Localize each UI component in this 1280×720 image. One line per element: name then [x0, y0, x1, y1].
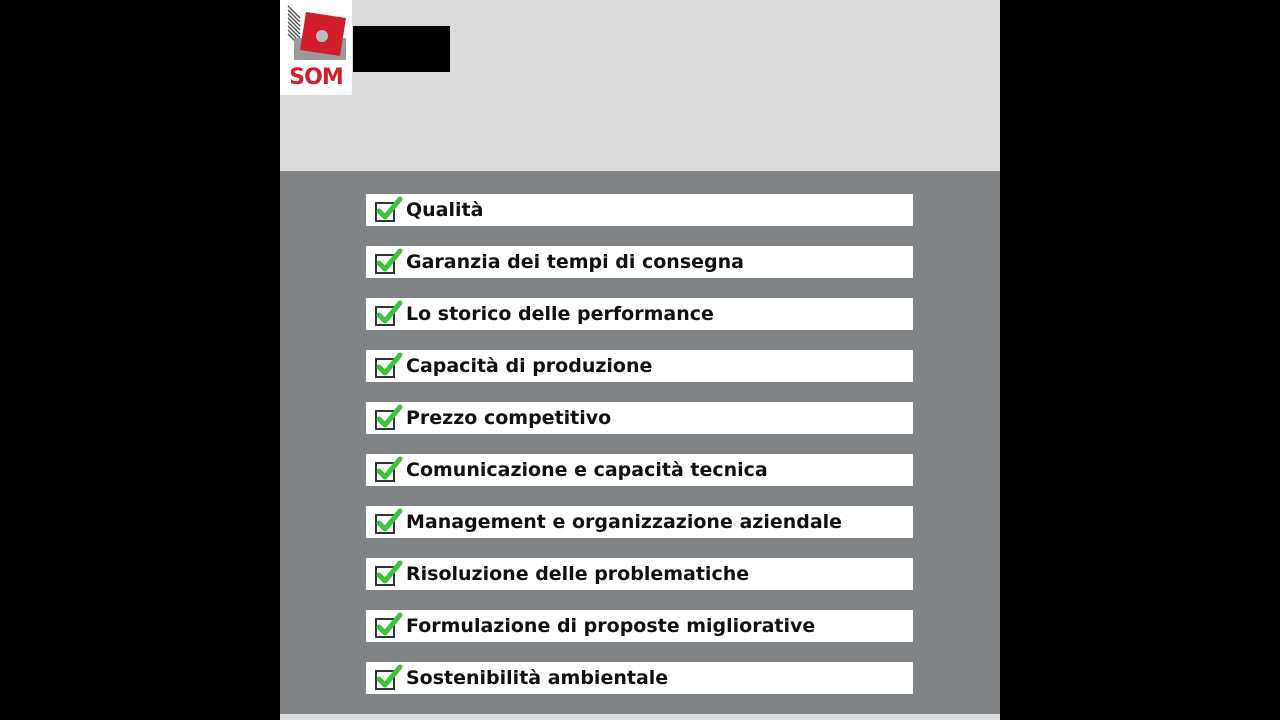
checklist — [366, 194, 913, 714]
list-item-label: Qualità — [406, 199, 484, 221]
list-item-label: Management e organizzazione aziendale — [406, 511, 843, 533]
checkbox-checked-icon — [374, 248, 404, 276]
checkbox-checked-icon — [374, 508, 404, 536]
list-item — [366, 246, 913, 278]
list-item — [366, 454, 913, 486]
logo-text: SOM — [289, 65, 343, 90]
list-item-label: Garanzia dei tempi di consegna — [406, 251, 744, 273]
list-item-label: Sostenibilità ambientale — [406, 667, 669, 689]
bottom-strip — [280, 714, 1000, 720]
list-item-label: Formulazione di proposte migliorative — [406, 615, 816, 637]
list-item-label: Lo storico delle performance — [406, 303, 714, 325]
list-item — [366, 558, 913, 590]
list-item — [366, 402, 913, 434]
list-item-label: Capacità di produzione — [406, 355, 653, 377]
list-item-label: Risoluzione delle problematiche — [406, 563, 750, 585]
list-item-label: Prezzo competitivo — [406, 407, 612, 429]
list-item — [366, 350, 913, 382]
checkbox-checked-icon — [374, 300, 404, 328]
header-area — [280, 0, 1000, 171]
redacted-bar — [353, 26, 450, 72]
checkbox-checked-icon — [374, 560, 404, 588]
video-frame — [280, 0, 1000, 720]
checkbox-checked-icon — [374, 664, 404, 692]
checkbox-checked-icon — [374, 404, 404, 432]
som-logo-mark-icon — [280, 0, 352, 64]
list-item — [366, 506, 913, 538]
checkbox-checked-icon — [374, 352, 404, 380]
checkbox-checked-icon — [374, 612, 404, 640]
list-item — [366, 662, 913, 694]
list-item — [366, 610, 913, 642]
checkbox-checked-icon — [374, 456, 404, 484]
list-item — [366, 194, 913, 226]
list-item — [366, 298, 913, 330]
checkbox-checked-icon — [374, 196, 404, 224]
som-logo — [280, 0, 352, 95]
list-item-label: Comunicazione e capacità tecnica — [406, 459, 768, 481]
